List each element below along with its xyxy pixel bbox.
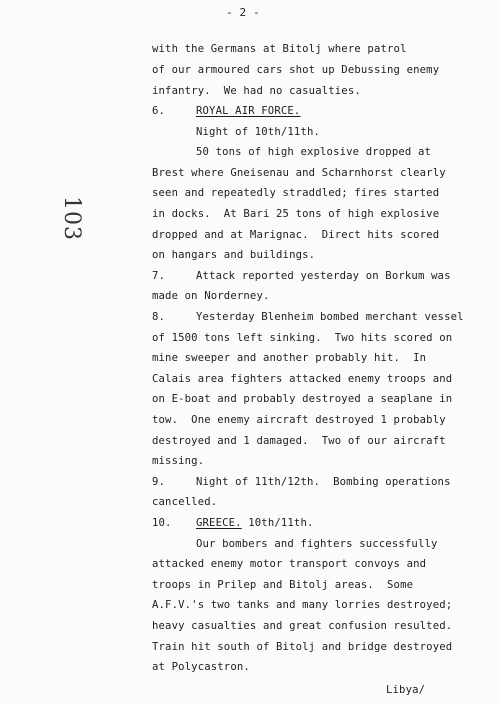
section-number: 7. xyxy=(152,270,166,282)
text-line: Calais area fighters attacked enemy troops and xyxy=(152,373,453,385)
section-heading-date: 10th/11th. xyxy=(241,517,314,529)
text-line: made on Norderney. xyxy=(152,290,270,302)
text-line: with the Germans at Bitolj where patrol xyxy=(152,43,407,55)
text-line: on E-boat and probably destroyed a seaplane in xyxy=(152,393,453,405)
text-line: attacked enemy motor transport convoys and xyxy=(152,558,427,570)
text-line: Brest where Gneisenau and Scharnhorst clearly xyxy=(152,167,446,179)
section-heading: GREECE. xyxy=(196,517,242,529)
text-line: mine sweeper and another probably hit. In xyxy=(152,352,427,364)
text-line: infantry. We had no casualties. xyxy=(152,85,361,97)
section-number: 9. xyxy=(152,476,166,488)
text-line: Our bombers and fighters successfully xyxy=(196,538,438,550)
text-line: Attack reported yesterday on Borkum was xyxy=(196,270,451,282)
text-line: Night of 10th/11th. xyxy=(196,126,321,138)
section-number: 8. xyxy=(152,311,166,323)
text-line: dropped and at Marignac. Direct hits scored xyxy=(152,229,440,241)
text-line: destroyed and 1 damaged. Two of our aircraft xyxy=(152,435,446,447)
section-heading: ROYAL AIR FORCE. xyxy=(196,105,301,117)
text-line: Train hit south of Bitolj and bridge destroyed xyxy=(152,641,453,653)
text-line: tow. One enemy aircraft destroyed 1 probably xyxy=(152,414,446,426)
text-line: Yesterday Blenheim bombed merchant vessel xyxy=(196,311,464,323)
margin-handwritten-note: 103 xyxy=(59,196,84,241)
text-line: 50 tons of high explosive dropped at xyxy=(196,146,432,158)
text-line: seen and repeatedly straddled; fires started xyxy=(152,187,440,199)
text-line: on hangars and buildings. xyxy=(152,249,316,261)
text-line: A.F.V.'s two tanks and many lorries destroyed; xyxy=(152,599,453,611)
text-line: at Polycastron. xyxy=(152,661,250,673)
text-line: of our armoured cars shot up Debussing enemy xyxy=(152,64,440,76)
catchword: Libya/ xyxy=(386,684,426,696)
text-line: cancelled. xyxy=(152,496,218,508)
text-line: in docks. At Bari 25 tons of high explosive xyxy=(152,208,440,220)
section-number: 6. xyxy=(152,105,166,117)
text-line: Night of 11th/12th. Bombing operations xyxy=(196,476,451,488)
section-number: 10. xyxy=(152,517,172,529)
section-heading-line xyxy=(196,516,314,530)
text-line: of 1500 tons left sinking. Two hits scored on xyxy=(152,332,453,344)
text-line: troops in Prilep and Bitolj areas. Some xyxy=(152,579,414,591)
page-number: - 2 - xyxy=(226,6,260,19)
text-line: missing. xyxy=(152,455,205,467)
text-line: heavy casualties and great confusion resulted. xyxy=(152,620,453,632)
